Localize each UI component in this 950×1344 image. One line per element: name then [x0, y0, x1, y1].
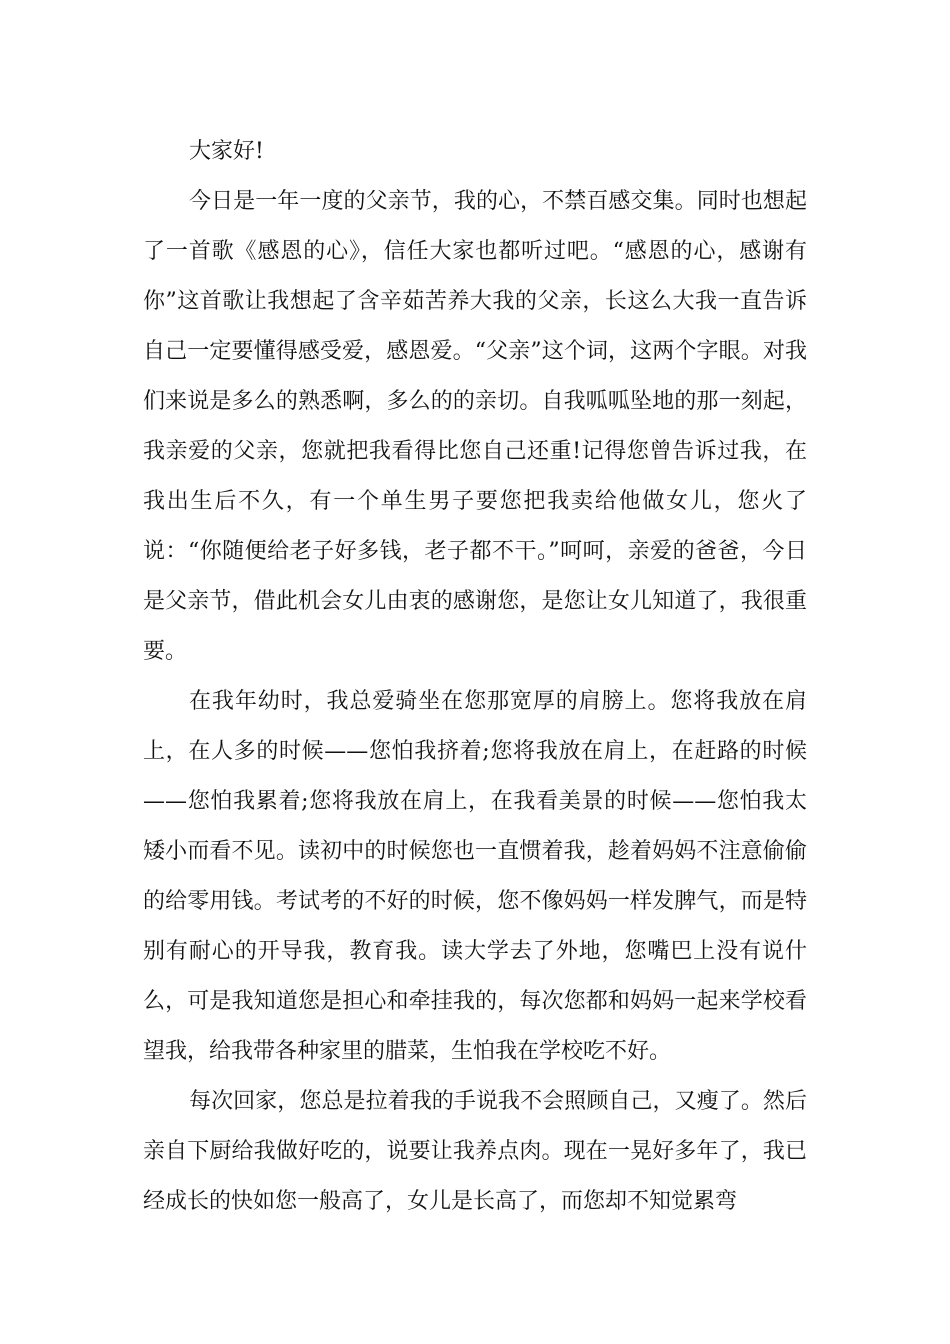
document-body	[143, 127, 807, 1227]
paragraph-3: 每次回家，您总是拉着我的手说我不会照顾自己，又瘦了。然后亲自下厨给我做好吃的，说要让我养点肉。现在一晃好多年了，我已经成长的快如您一般高了，女儿是长高了，而您却不知觉累弯	[143, 1089, 807, 1214]
paragraph-2: 在我年幼时，我总爱骑坐在您那宽厚的肩膀上。您将我放在肩上，在人多的时候——您怕我挤着;您将我放在肩上，在赶路的时候——您怕我累着;您将我放在肩上，在我看美景的时候——您怕我太矮小而看不见。读初中的时候您也一直惯着我，趁着妈妈不注意偷偷的给零用钱。考试考的不好的时候，您不像妈妈一样发脾气，而是特别有耐心的开导我，教育我。读大学去了外地，您嘴巴上没有说什么，可是我知道您是担心和牵挂我的，每次您都和妈妈一起来学校看望我，给我带各种家里的腊菜，生怕我在学校吃不好。	[143, 689, 807, 1064]
greeting: 大家好!	[189, 139, 264, 164]
paragraph-1: 今日是一年一度的父亲节，我的心，不禁百感交集。同时也想起了一首歌《感恩的心》，信任大家也都听过吧。“感恩的心，感谢有你”这首歌让我想起了含辛茹苦养大我的父亲，长这么大我一直告诉自己一定要懂得感受爱，感恩爱。“父亲”这个词，这两个字眼。对我们来说是多么的熟悉啊，多么的的亲切。自我呱呱坠地的那一刻起，我亲爱的父亲，您就把我看得比您自己还重!记得您曾告诉过我，在我出生后不久，有一个单生男子要您把我卖给他做女儿，您火了说：“你随便给老子好多钱，老子都不干。”呵呵，亲爱的爸爸，今日是父亲节，借此机会女儿由衷的感谢您，是您让女儿知道了，我很重要。	[143, 189, 807, 664]
